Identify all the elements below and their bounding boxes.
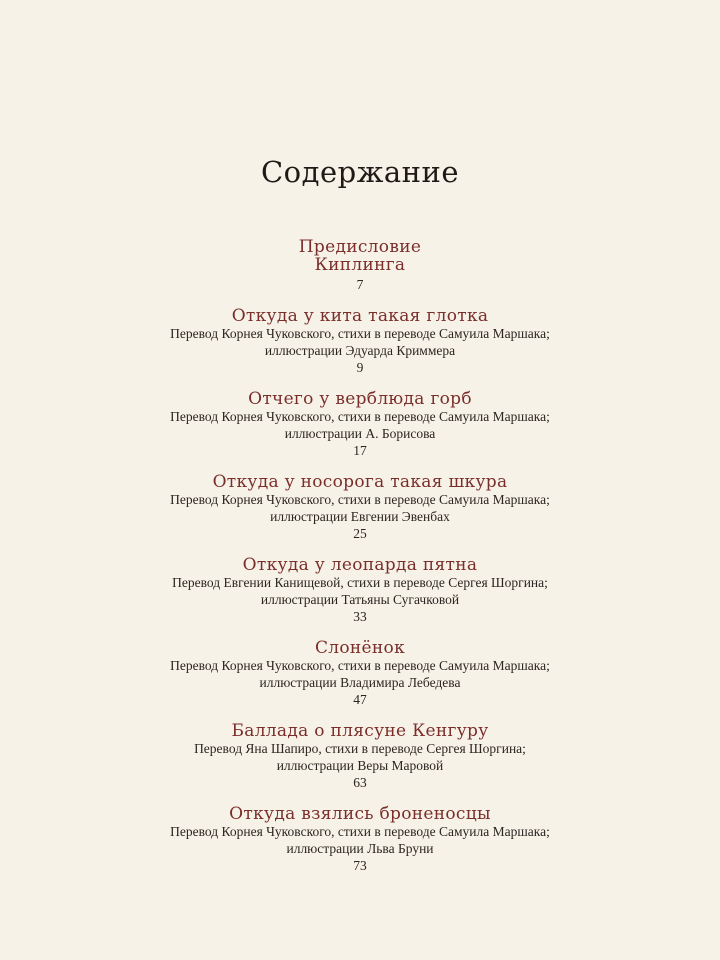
entry-illustrator: иллюстрации Татьяны Сугачковой: [260, 592, 460, 607]
entry-page-number: 47: [353, 692, 367, 707]
entry-credit: Перевод Корнея Чуковского, стихи в переводе Самуила Маршака;: [170, 658, 550, 673]
table-of-contents: [0, 238, 720, 874]
entry-title: Баллада о плясуне Кенгуру: [231, 721, 489, 741]
entry-credit: Перевод Корнея Чуковского, стихи в переводе Самуила Маршака;: [170, 492, 550, 507]
entry-credit: Перевод Корнея Чуковского, стихи в переводе Самуила Маршака;: [170, 326, 550, 341]
entry-page-number: 25: [353, 526, 367, 541]
entry-title: Откуда у носорога такая шкура: [212, 472, 508, 492]
page-title: Содержание: [260, 155, 460, 189]
entry-page-number: 17: [353, 443, 367, 458]
entry-title: Откуда у леопарда пятна: [242, 555, 478, 575]
entry-illustrator: иллюстрации А. Борисова: [284, 426, 436, 441]
toc-entry-leopard: [0, 556, 720, 625]
toc-entry-kangaroo: [0, 722, 720, 791]
entry-credit: Перевод Корнея Чуковского, стихи в переводе Самуила Маршака;: [170, 409, 550, 424]
entry-page-number: 63: [353, 775, 367, 790]
toc-entry-armadillos: [0, 805, 720, 874]
entry-illustrator: иллюстрации Владимира Лебедева: [259, 675, 461, 690]
entry-illustrator: иллюстрации Эдуарда Криммера: [264, 343, 456, 358]
entry-page-number: 7: [356, 277, 364, 292]
entry-page-number: 9: [356, 360, 364, 375]
entry-title-continued: Киплинга: [314, 255, 406, 275]
entry-title: Откуда взялись броненосцы: [229, 804, 491, 824]
toc-entry-preface: [0, 238, 720, 293]
entry-credit: Перевод Корнея Чуковского, стихи в переводе Самуила Маршака;: [170, 824, 550, 839]
entry-title: Предисловие: [298, 237, 422, 257]
toc-entry-whale: [0, 307, 720, 376]
toc-entry-elephant: [0, 639, 720, 708]
toc-entry-rhinoceros: [0, 473, 720, 542]
entry-illustrator: иллюстрации Веры Маровой: [276, 758, 444, 773]
entry-page-number: 73: [353, 858, 367, 873]
entry-illustrator: иллюстрации Евгении Эвенбах: [270, 509, 450, 524]
entry-title: Откуда у кита такая глотка: [231, 306, 489, 326]
entry-credit: Перевод Евгении Канищевой, стихи в переводе Сергея Шоргина;: [172, 575, 548, 590]
entry-page-number: 33: [353, 609, 367, 624]
entry-credit: Перевод Яна Шапиро, стихи в переводе Сергея Шоргина;: [194, 741, 526, 756]
entry-illustrator: иллюстрации Льва Бруни: [286, 841, 434, 856]
toc-entry-camel: [0, 390, 720, 459]
entry-title: Слонёнок: [314, 638, 406, 658]
entry-title: Отчего у верблюда горб: [248, 389, 472, 409]
